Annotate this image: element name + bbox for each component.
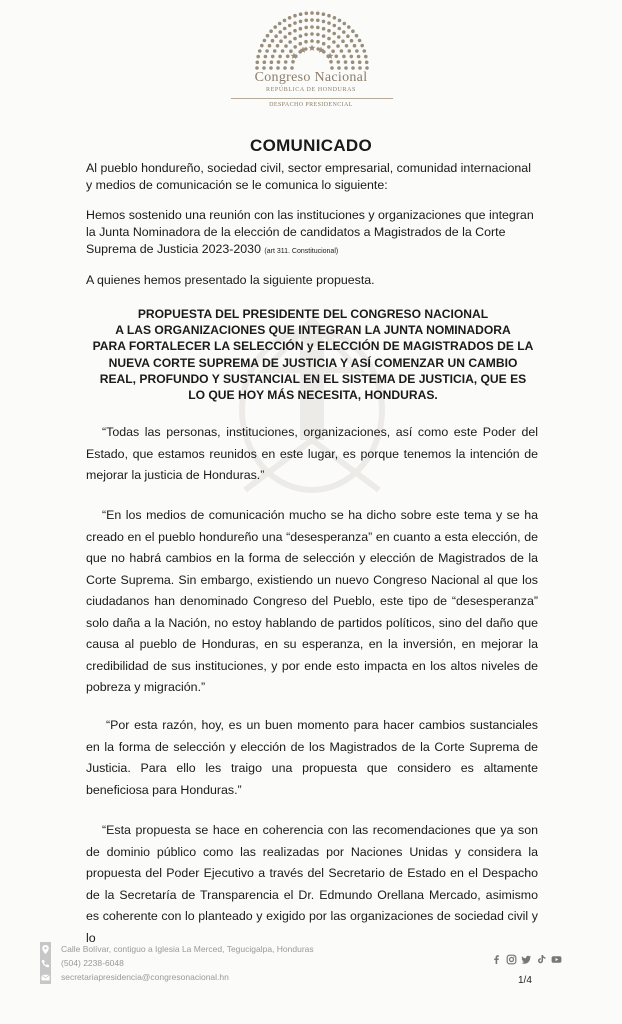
footer-phone-row: [40, 956, 370, 970]
proposal-line: PARA FORTALECER LA SELECCIÓN y ELECCIÓN DE MAGISTRADOS DE LA: [92, 339, 534, 354]
page-number: 1/4: [518, 975, 532, 986]
tiktok-icon[interactable]: [536, 954, 547, 965]
meeting-text: Hemos sostenido una reunión con las instituciones y organizaciones que integran la Junta Nominadora de la elección de candidatos a Magistrados de la Corte Suprema de Justicia 2023-2030: [86, 208, 534, 256]
proposal-intro: [86, 272, 538, 289]
footer-phone: (504) 2238-6048: [61, 958, 124, 968]
proposal-line: NUEVA CORTE SUPREMA DE JUSTICIA Y ASÍ COMENZAR UN CAMBIO: [108, 355, 518, 370]
facebook-icon[interactable]: [491, 954, 502, 965]
social-icons: [491, 954, 562, 965]
proposal-intro-text: A quienes hemos presentado la siguiente propuesta.: [86, 273, 375, 287]
document-title: COMUNICADO: [250, 136, 372, 155]
quote-paragraph-4: “Esta propuesta se hace en coherencia con las recomendaciones que ya son de dominio público como las realizadas por Naciones Unidas y considera la propuesta del Poder Ejecutivo a través del Secretario de Estado en el Despacho de la Secretaría de Transparencia el Dr. Edmundo Orellana Mercado, asimismo es coherente con lo planteado y exigido por las organizaciones de sociedad civil y lo: [86, 823, 538, 945]
mail-icon: [40, 972, 51, 983]
footer-email: secretariapresidencia@congresonacional.hn: [61, 972, 229, 982]
proposal-line: REAL, PROFUNDO Y SUSTANCIAL EN EL SISTEMA DE JUSTICIA, QUE ES: [99, 371, 527, 386]
phone-icon: [40, 958, 51, 969]
org-department: DESPACHO PRESIDENCIAL: [269, 102, 353, 108]
intro-text: Al pueblo hondureño, sociedad civil, sector empresarial, comunidad internacional y medios de comunicación se le comunica lo siguiente:: [86, 161, 531, 192]
proposal-line: A LAS ORGANIZACIONES QUE INTEGRAN LA JUNTA NOMINADORA: [115, 323, 511, 338]
youtube-icon[interactable]: [551, 954, 562, 965]
location-pin-icon: [40, 944, 51, 955]
congress-seal-logo: [232, 8, 392, 78]
proposal-line: LO QUE HOY MÁS NECESITA, HONDURAS.: [188, 388, 438, 403]
proposal-line: PROPUESTA DEL PRESIDENTE DEL CONGRESO NACIONAL: [137, 307, 489, 321]
quote-paragraph-3: “Por esta razón, hoy, es un buen momento para hacer cambios sustanciales en la forma de selección y elección de los Magistrados de la Corte Suprema de Justicia. Para ello les traigo una propuesta que considero es altamente beneficiosa para Honduras.”: [86, 718, 538, 797]
twitter-icon[interactable]: [521, 954, 532, 965]
footer-address-row: [40, 942, 370, 956]
quote-paragraph-1: “Todas las personas, instituciones, organizaciones, así como este Poder del Estado, que estamos reunidos en este lugar, es porque tenemos la intención de mejorar la justicia de Honduras.”: [86, 425, 538, 482]
footer-address: Calle Bolívar, contiguo a Iglesia La Merced, Tegucigalpa, Honduras: [61, 944, 314, 954]
quote-paragraph-2: “En los medios de comunicación mucho se ha dicho sobre este tema y se ha creado en el pueblo hondureño una “desesperanza” en cuanto a esta elección, de que no habrá cambios en la forma de selección y elección de Magistrados de la Corte Suprema. Sin embargo, existiendo un nuevo Congreso Nacional al que los ciudadanos han denominado Congreso del Pueblo, este tipo de “desesperanza” solo daña a la Nación, no estoy hablando de partidos políticos, sino del daño que causa al pueblo de Honduras, en su esperanza, en la inversión, en mejorar la credibilidad de sus instituciones, y por ende esto impacta en los altos niveles de pobreza y migración.”: [86, 508, 538, 694]
footer-email-row: [40, 970, 370, 984]
org-name: Congreso Nacional: [254, 70, 368, 85]
letterhead-divider: [231, 98, 393, 99]
meeting-paragraph: [86, 207, 538, 260]
intro-paragraph: [86, 160, 538, 194]
org-subtitle: REPÚBLICA DE HONDURAS: [266, 87, 356, 93]
proposal-heading: [90, 306, 536, 403]
instagram-icon[interactable]: [506, 954, 517, 965]
footer-contact: [40, 942, 370, 984]
meeting-reference: (art 311. Constitucional): [264, 248, 339, 255]
